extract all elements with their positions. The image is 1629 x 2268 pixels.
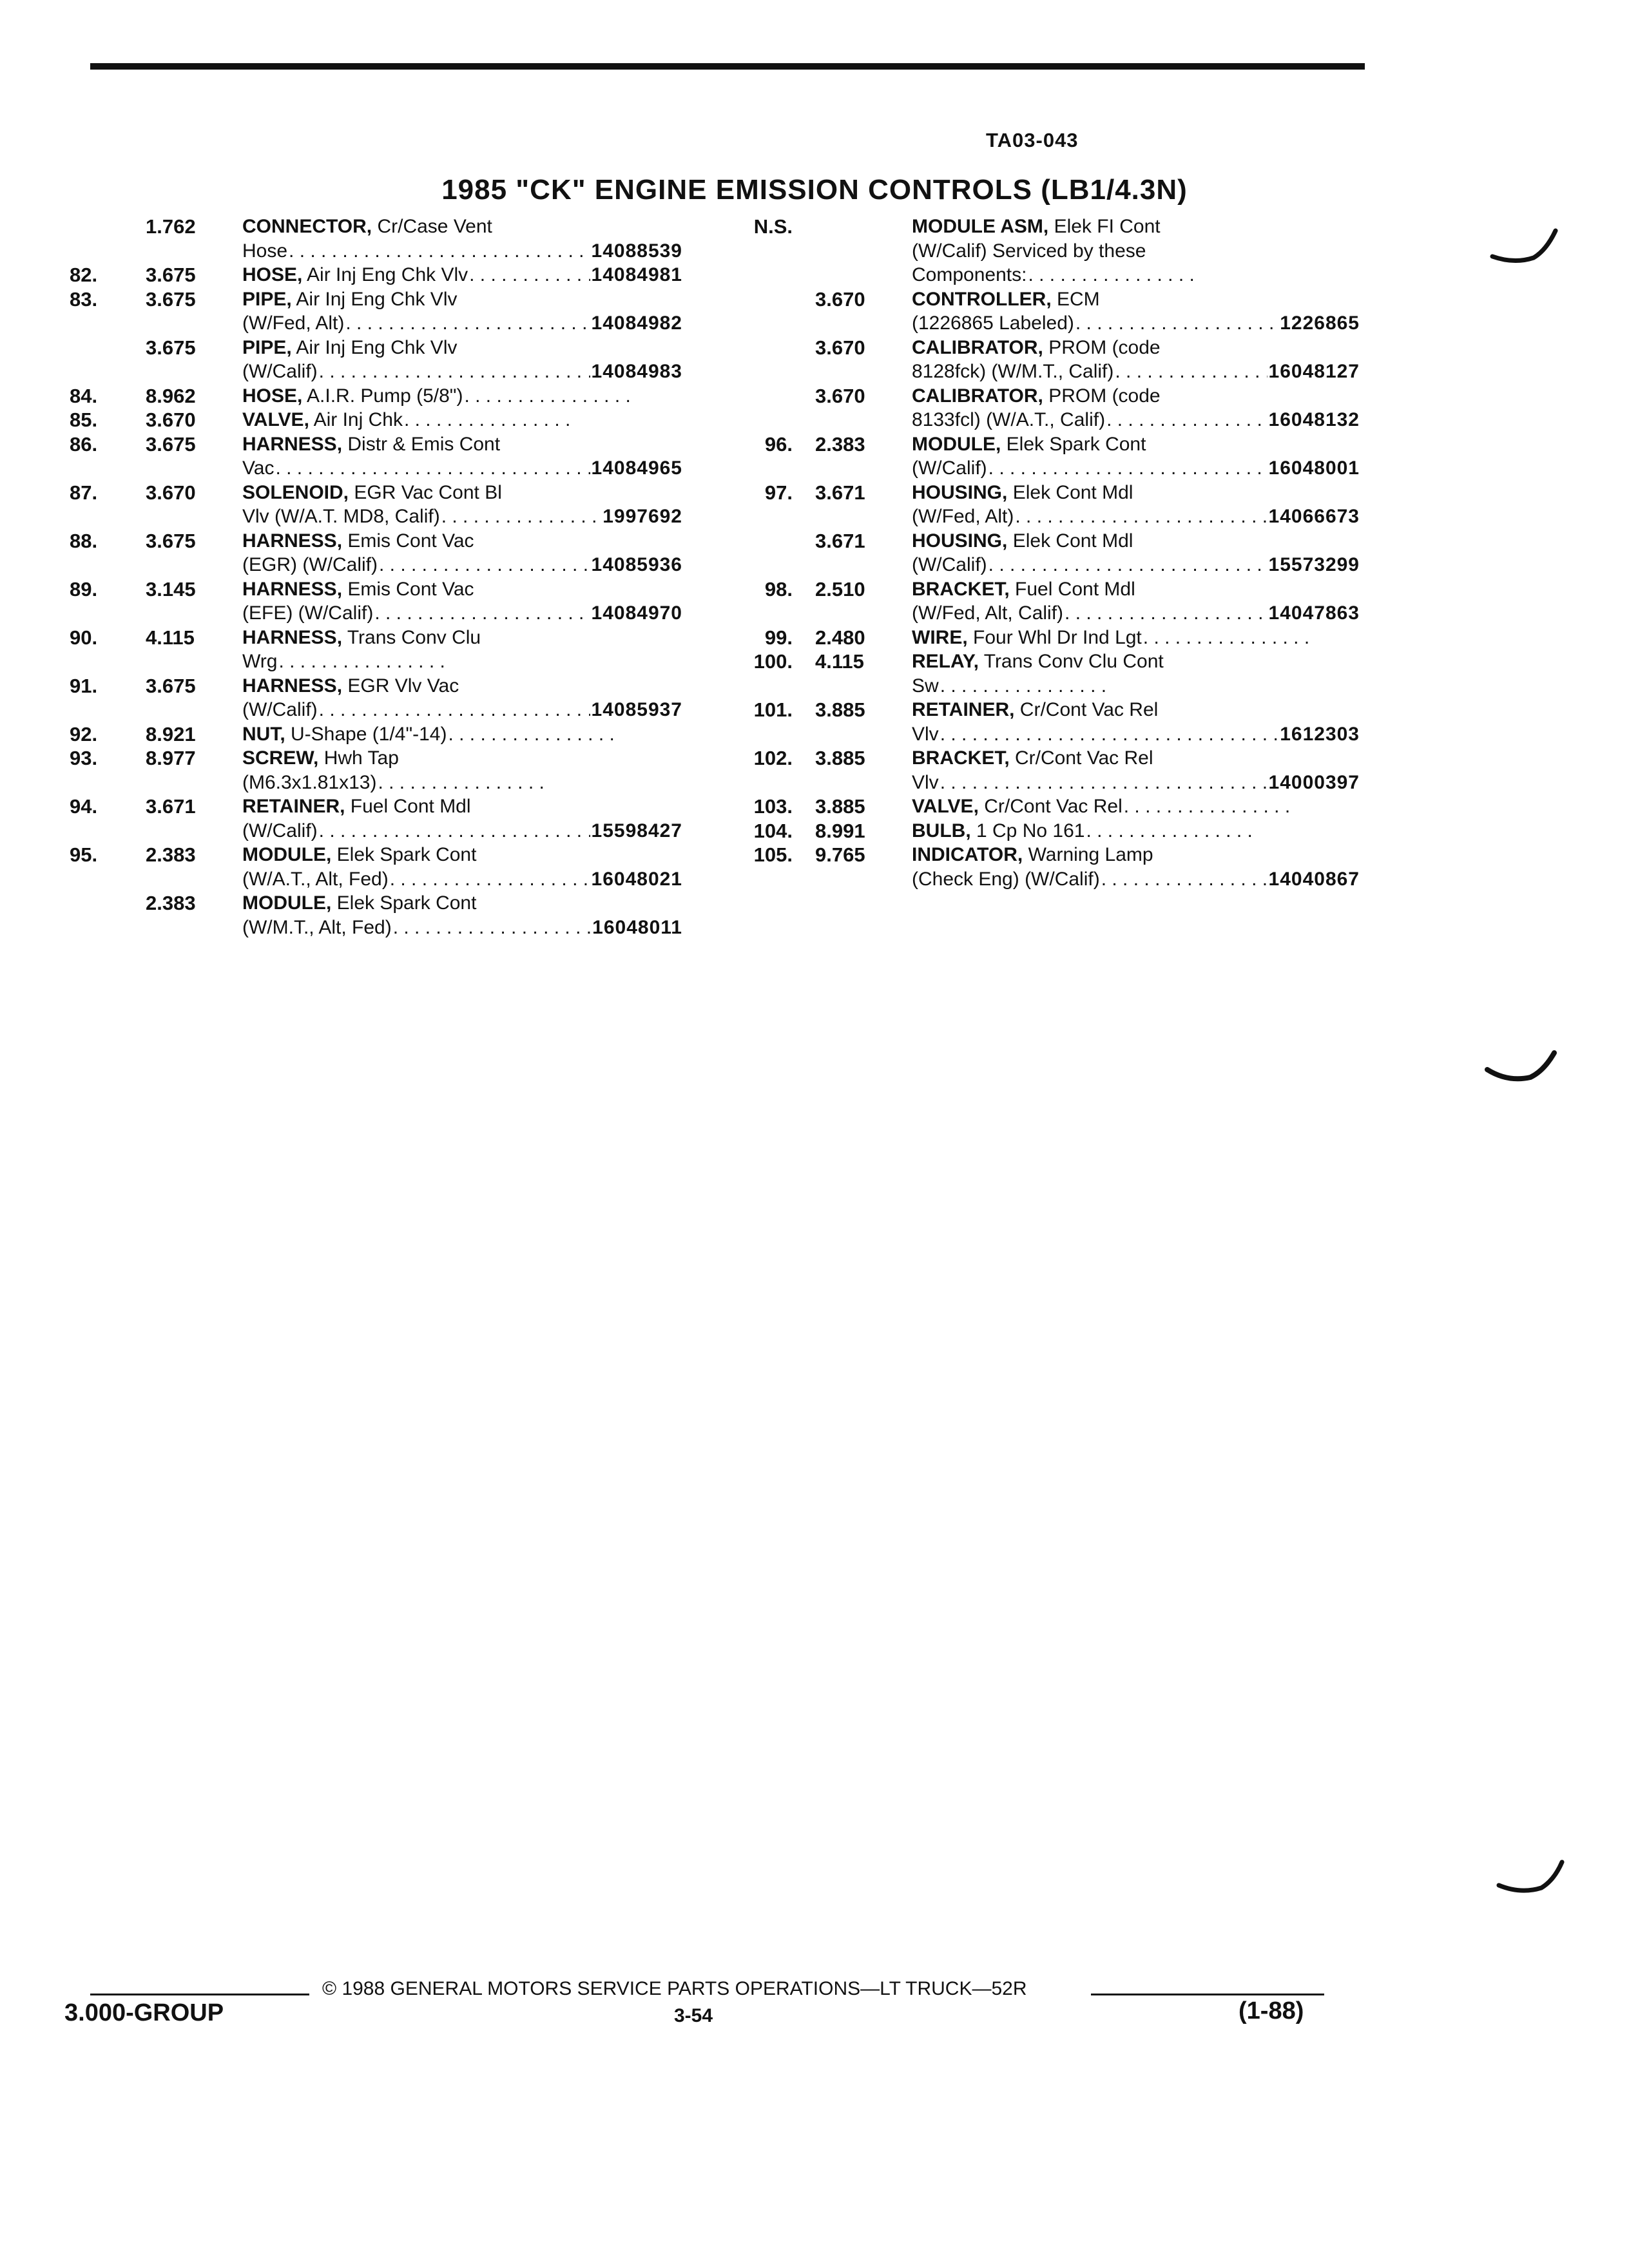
dot-leader xyxy=(441,505,602,529)
group-number: 3.670 xyxy=(815,384,865,407)
part-number: 16048001 xyxy=(1268,457,1360,479)
parts-list-item xyxy=(70,215,682,263)
group-number: 3.675 xyxy=(146,432,196,456)
dot-leader xyxy=(379,553,590,577)
description-line: Components: xyxy=(912,264,1027,285)
dot-leader xyxy=(319,360,590,384)
group-number: 2.383 xyxy=(146,892,196,914)
group-number: 3.885 xyxy=(815,698,865,721)
figure-number: 84. xyxy=(70,384,98,407)
part-name: MODULE, xyxy=(912,433,1001,455)
description-line: (W/Calif) xyxy=(912,457,987,479)
part-description xyxy=(912,698,1360,746)
part-name: MODULE, xyxy=(242,844,332,865)
part-name: VALVE, xyxy=(912,796,979,817)
parts-list-item xyxy=(70,384,682,408)
part-description xyxy=(912,215,1360,287)
description-line: Sw xyxy=(912,675,939,697)
part-name: PIPE, xyxy=(242,336,292,358)
part-description xyxy=(242,481,682,529)
description-line: (W/Calif) xyxy=(242,361,318,382)
part-description xyxy=(912,794,1360,819)
part-name: CONTROLLER, xyxy=(912,288,1052,310)
part-number: 16048021 xyxy=(591,868,682,890)
part-name: CALIBRATOR, xyxy=(912,385,1043,407)
description-line: U-Shape (1/4"-14) xyxy=(291,723,447,745)
group-number: 8.962 xyxy=(146,384,196,407)
group-number: 3.675 xyxy=(146,674,196,697)
dot-leader xyxy=(404,408,572,432)
part-description xyxy=(242,626,682,674)
figure-number: 101. xyxy=(753,698,793,721)
dot-leader xyxy=(1143,626,1311,650)
part-description xyxy=(242,432,682,481)
dot-leader xyxy=(1086,819,1253,843)
description-line: A.I.R. Pump (5/8") xyxy=(307,385,463,407)
figure-number: 104. xyxy=(753,819,793,842)
group-number: 3.671 xyxy=(815,481,865,504)
group-number: 3.885 xyxy=(815,747,865,769)
group-number: 4.115 xyxy=(146,626,195,649)
part-name: CALIBRATOR, xyxy=(912,336,1043,358)
parts-list-item xyxy=(70,529,682,577)
group-number: 3.670 xyxy=(815,287,865,311)
part-name: HARNESS, xyxy=(242,433,343,455)
description-line: Wrg xyxy=(242,651,278,672)
part-description xyxy=(242,794,682,843)
parts-list-item xyxy=(728,577,1360,626)
description-line: Cr/Case Vent xyxy=(377,216,492,237)
description-line: (Check Eng) (W/Calif) xyxy=(912,868,1100,890)
part-name: BULB, xyxy=(912,820,971,841)
dot-leader xyxy=(1075,311,1278,336)
part-name: WIRE, xyxy=(912,626,968,648)
parts-list-item xyxy=(728,336,1360,384)
parts-list-item xyxy=(70,794,682,843)
page-number: 3-54 xyxy=(674,2005,713,2026)
figure-number: 103. xyxy=(753,795,793,818)
dot-leader xyxy=(469,263,590,287)
group-number: 3.670 xyxy=(146,408,196,431)
part-description xyxy=(242,408,682,432)
group-number: 2.383 xyxy=(815,432,865,456)
description-line: Vac xyxy=(242,457,275,479)
description-line: Trans Conv Clu xyxy=(347,626,481,648)
dot-leader xyxy=(1115,360,1267,384)
part-number: 15573299 xyxy=(1268,554,1360,575)
dot-leader xyxy=(275,456,590,481)
parts-column-left xyxy=(70,215,682,939)
part-name: BRACKET, xyxy=(912,578,1010,600)
parts-column-right xyxy=(728,215,1360,891)
part-name: SCREW, xyxy=(242,747,319,769)
figure-number: 92. xyxy=(70,722,98,745)
parts-list-item xyxy=(728,481,1360,529)
figure-number: 97. xyxy=(764,481,793,504)
parts-list-item xyxy=(728,384,1360,432)
part-name: NUT, xyxy=(242,723,285,745)
part-description xyxy=(912,626,1360,650)
part-description xyxy=(912,529,1360,577)
group-number: 3.885 xyxy=(815,795,865,818)
part-name: PIPE, xyxy=(242,288,292,310)
group-number: 3.675 xyxy=(146,529,196,552)
part-name: MODULE, xyxy=(242,892,332,914)
parts-list-item xyxy=(728,794,1360,819)
description-line: 8128fck) (W/M.T., Calif) xyxy=(912,361,1114,382)
description-line: (M6.3x1.81x13) xyxy=(242,771,377,793)
parts-list-item xyxy=(70,336,682,384)
part-number: 1997692 xyxy=(602,506,682,527)
description-line: 1 Cp No 161 xyxy=(976,820,1085,841)
figure-number: 98. xyxy=(764,577,793,601)
dot-leader xyxy=(378,771,545,795)
description-line: (W/Calif) xyxy=(912,554,987,575)
group-number: 2.383 xyxy=(146,843,196,866)
figure-number: 86. xyxy=(70,432,98,456)
part-number: 14084970 xyxy=(591,602,682,624)
description-line: (EGR) (W/Calif) xyxy=(242,554,378,575)
copyright-notice: © 1988 GENERAL MOTORS SERVICE PARTS OPERATIONS—LT TRUCK—52R xyxy=(322,1978,1027,1999)
parts-list-item xyxy=(70,843,682,891)
dot-leader xyxy=(940,722,1279,747)
part-number: 15598427 xyxy=(591,820,682,841)
figure-number: 82. xyxy=(70,264,98,286)
group-number: 8.977 xyxy=(146,747,196,769)
part-name: HARNESS, xyxy=(242,626,343,648)
check-mark-icon xyxy=(1495,1856,1566,1901)
part-name: HOSE, xyxy=(242,385,303,407)
description-line: Fuel Cont Mdl xyxy=(1015,578,1135,600)
parts-list-item xyxy=(728,698,1360,746)
part-number: 14040867 xyxy=(1268,868,1360,890)
parts-list-item xyxy=(70,674,682,722)
parts-list-item xyxy=(70,891,682,939)
footer-rule-left xyxy=(90,1994,309,1995)
dot-leader xyxy=(1015,505,1267,529)
description-line: Emis Cont Vac xyxy=(347,578,474,600)
part-number: 14084981 xyxy=(591,264,682,285)
part-description xyxy=(242,529,682,577)
part-name: RETAINER, xyxy=(912,699,1015,720)
description-line: Elek Spark Cont xyxy=(1006,433,1146,455)
description-line: Elek Cont Mdl xyxy=(1012,530,1133,552)
part-number: 14084982 xyxy=(591,312,682,334)
part-name: CONNECTOR, xyxy=(242,216,372,237)
dot-leader xyxy=(1106,408,1267,432)
description-line: Fuel Cont Mdl xyxy=(350,796,471,817)
description-line: (W/Calif) xyxy=(242,820,318,841)
description-line: Cr/Cont Vac Rel xyxy=(1019,699,1159,720)
group-number: 2.510 xyxy=(815,577,865,601)
description-line: (W/A.T., Alt, Fed) xyxy=(242,868,389,890)
part-number: 14085936 xyxy=(591,554,682,575)
group-number: 8.921 xyxy=(146,722,196,745)
description-line: (W/Fed, Alt, Calif) xyxy=(912,602,1064,624)
description-line: Air Inj Eng Chk Vlv xyxy=(296,336,458,358)
document-code: TA03-043 xyxy=(986,129,1079,151)
check-mark-icon xyxy=(1489,226,1559,271)
description-line: EGR Vac Cont Bl xyxy=(354,481,502,503)
figure-number: 102. xyxy=(753,747,793,769)
dot-leader xyxy=(393,916,591,940)
part-name: HARNESS, xyxy=(242,578,343,600)
part-description xyxy=(912,336,1360,384)
group-number: 3.670 xyxy=(146,481,196,504)
parts-list-item xyxy=(70,408,682,432)
description-line: Air Inj Eng Chk Vlv xyxy=(307,264,468,285)
figure-number: 100. xyxy=(753,650,793,673)
part-description xyxy=(912,819,1360,843)
description-line: Elek Spark Cont xyxy=(336,892,477,914)
part-name: SOLENOID, xyxy=(242,481,349,503)
part-description xyxy=(242,215,682,263)
page-date: (1-88) xyxy=(1239,1997,1304,2024)
group-number: 1.762 xyxy=(146,215,196,238)
figure-number: 99. xyxy=(764,626,793,649)
group-number: 2.480 xyxy=(815,626,865,649)
description-line: Hwh Tap xyxy=(323,747,399,769)
parts-list-item xyxy=(70,481,682,529)
parts-list-item xyxy=(70,577,682,626)
dot-leader xyxy=(448,722,615,747)
description-line: (EFE) (W/Calif) xyxy=(242,602,374,624)
part-description xyxy=(242,577,682,626)
part-description xyxy=(242,843,682,891)
part-description xyxy=(912,746,1360,794)
figure-number: 93. xyxy=(70,747,98,769)
figure-number: 85. xyxy=(70,408,98,431)
group-number: 3.675 xyxy=(146,264,196,286)
description-line: Hose xyxy=(242,240,288,262)
dot-leader xyxy=(278,649,446,674)
description-line: Vlv xyxy=(912,771,939,793)
part-name: HARNESS, xyxy=(242,530,343,552)
part-number: 14000397 xyxy=(1268,771,1360,793)
dot-leader xyxy=(940,674,1108,698)
part-number: 1226865 xyxy=(1280,312,1360,334)
description-line: 8133fcl) (W/A.T., Calif) xyxy=(912,409,1106,430)
description-line: PROM (code xyxy=(1048,385,1161,407)
description-line: (W/M.T., Alt, Fed) xyxy=(242,916,392,938)
figure-number: 91. xyxy=(70,674,98,697)
part-name: VALVE, xyxy=(242,409,309,430)
description-line: Four Whl Dr Ind Lgt xyxy=(973,626,1142,648)
page-title: 1985 "CK" ENGINE EMISSION CONTROLS (LB1/4.3N) xyxy=(441,174,1188,206)
description-line: Distr & Emis Cont xyxy=(347,433,501,455)
figure-number: 105. xyxy=(753,843,793,866)
dot-leader xyxy=(1124,794,1291,819)
dot-leader xyxy=(390,867,590,892)
group-number: 3.145 xyxy=(146,577,196,601)
description-line: Vlv (W/A.T. MD8, Calif) xyxy=(242,506,440,527)
description-line: (W/Calif) Serviced by these xyxy=(912,240,1146,262)
part-number: 14085937 xyxy=(591,699,682,720)
top-rule xyxy=(90,63,1365,70)
group-number: 3.671 xyxy=(815,529,865,552)
parts-list-item xyxy=(70,722,682,747)
figure-number: 96. xyxy=(764,432,793,456)
description-line: ECM xyxy=(1057,288,1100,310)
check-mark-icon xyxy=(1482,1044,1559,1095)
part-number: 14084983 xyxy=(591,361,682,382)
dot-leader xyxy=(940,771,1268,795)
dot-leader xyxy=(345,311,590,336)
part-number: 1612303 xyxy=(1280,723,1360,745)
parts-list-item xyxy=(70,287,682,336)
parts-list-item xyxy=(728,819,1360,843)
figure-number: 90. xyxy=(70,626,98,649)
figure-number: 94. xyxy=(70,795,98,818)
description-line: Air Inj Chk xyxy=(313,409,403,430)
dot-leader xyxy=(319,819,590,843)
description-line: Air Inj Eng Chk Vlv xyxy=(296,288,458,310)
description-line: Vlv xyxy=(912,723,939,745)
group-number: 3.671 xyxy=(146,795,196,818)
group-number: 3.675 xyxy=(146,336,196,359)
part-name: HOUSING, xyxy=(912,530,1008,552)
parts-list-item xyxy=(728,649,1360,698)
part-description xyxy=(912,481,1360,529)
part-description xyxy=(242,746,682,794)
footer-group: 3.000-GROUP xyxy=(64,1999,224,2026)
part-name: RETAINER, xyxy=(242,796,345,817)
part-number: 16048011 xyxy=(592,916,682,938)
dot-leader xyxy=(374,601,590,626)
description-line: (1226865 Labeled) xyxy=(912,312,1074,334)
figure-number: 87. xyxy=(70,481,98,504)
group-number: 3.670 xyxy=(815,336,865,359)
description-line: Trans Conv Clu Cont xyxy=(983,651,1164,672)
part-name: BRACKET, xyxy=(912,747,1010,769)
dot-leader xyxy=(319,698,590,722)
figure-number: 95. xyxy=(70,843,98,866)
part-description xyxy=(912,577,1360,626)
figure-number: N.S. xyxy=(753,215,793,238)
dot-leader xyxy=(988,456,1268,481)
parts-list-item xyxy=(728,529,1360,577)
parts-list-item xyxy=(728,746,1360,794)
description-line: Cr/Cont Vac Rel xyxy=(984,796,1123,817)
part-number: 16048132 xyxy=(1268,409,1360,430)
dot-leader xyxy=(1101,867,1268,892)
parts-list-item xyxy=(70,263,682,287)
description-line: (W/Fed, Alt) xyxy=(242,312,345,334)
part-description xyxy=(912,384,1360,432)
group-number: 4.115 xyxy=(815,650,864,673)
description-line: Elek FI Cont xyxy=(1054,216,1161,237)
part-description xyxy=(242,384,682,408)
parts-list-item xyxy=(70,746,682,794)
figure-number: 89. xyxy=(70,577,98,601)
part-description xyxy=(912,843,1360,891)
part-description xyxy=(912,287,1360,336)
part-number: 14088539 xyxy=(591,240,682,262)
figure-number: 88. xyxy=(70,529,98,552)
figure-number: 83. xyxy=(70,287,98,311)
part-name: INDICATOR, xyxy=(912,844,1023,865)
part-name: RELAY, xyxy=(912,651,979,672)
description-line: Elek Spark Cont xyxy=(336,844,477,865)
description-line: Elek Cont Mdl xyxy=(1012,481,1133,503)
part-number: 14084965 xyxy=(591,457,682,479)
dot-leader xyxy=(988,553,1268,577)
part-description xyxy=(912,432,1360,481)
part-name: HOSE, xyxy=(242,264,303,285)
part-name: HOUSING, xyxy=(912,481,1008,503)
part-description xyxy=(242,263,682,287)
part-name: HARNESS, xyxy=(242,675,343,697)
part-description xyxy=(242,287,682,336)
parts-list-item xyxy=(728,215,1360,287)
group-number: 8.991 xyxy=(815,819,865,842)
footer-rule-right xyxy=(1091,1994,1324,1995)
part-description xyxy=(242,722,682,747)
part-description xyxy=(912,649,1360,698)
part-number: 16048127 xyxy=(1268,361,1360,382)
description-line: PROM (code xyxy=(1048,336,1161,358)
parts-list-item xyxy=(70,432,682,481)
dot-leader xyxy=(464,384,631,408)
dot-leader xyxy=(289,239,590,264)
description-line: Cr/Cont Vac Rel xyxy=(1015,747,1153,769)
description-line: Emis Cont Vac xyxy=(347,530,474,552)
part-name: MODULE ASM, xyxy=(912,216,1049,237)
part-description xyxy=(242,891,682,939)
description-line: Warning Lamp xyxy=(1028,844,1153,865)
group-number: 9.765 xyxy=(815,843,865,866)
dot-leader xyxy=(1065,601,1267,626)
description-line: EGR Vlv Vac xyxy=(347,675,459,697)
parts-list-item xyxy=(728,626,1360,650)
parts-list-item xyxy=(728,432,1360,481)
part-number: 14066673 xyxy=(1268,506,1360,527)
dot-leader xyxy=(1028,263,1195,287)
group-number: 3.675 xyxy=(146,287,196,311)
parts-list-item xyxy=(728,843,1360,891)
part-number: 14047863 xyxy=(1268,602,1360,624)
description-line: (W/Fed, Alt) xyxy=(912,506,1014,527)
parts-list-item xyxy=(70,626,682,674)
description-line: (W/Calif) xyxy=(242,699,318,720)
parts-list-item xyxy=(728,287,1360,336)
part-description xyxy=(242,336,682,384)
part-description xyxy=(242,674,682,722)
